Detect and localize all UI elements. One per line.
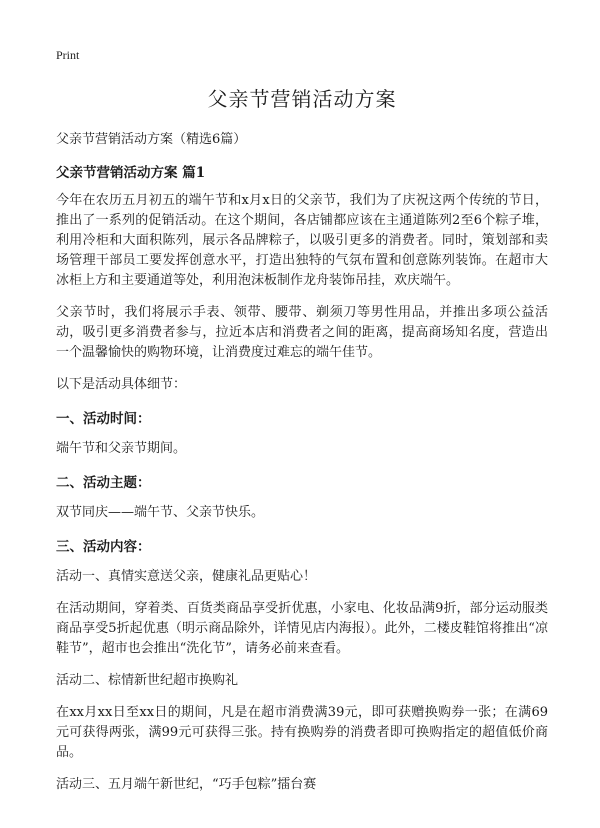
document-subtitle: 父亲节营销活动方案（精选6篇） (56, 132, 247, 147)
activity-2-body: 在xx月xx日至xx日的期间，凡是在超市消费满39元，即可获赠换购券一张；在满69元可获得两张，满99元可获得三张。持有换购券的消费者即可换购指定的超值低价商品。 (56, 705, 548, 760)
print-link[interactable]: Print (56, 48, 80, 62)
activity-2-title: 活动二、棕情新世纪超市换购礼 (56, 673, 239, 688)
details-intro: 以下是活动具体细节： (56, 377, 187, 392)
activity-1-title: 活动一、真情实意送父亲，健康礼品更贴心！ (56, 569, 317, 584)
activity-1-body: 在活动期间，穿着类、百货类商品享受折优惠，小家电、化妆品满9折，部分运动服类商品享受5折起优惠（明示商品除外，详情见店内海报）。此外，二楼皮鞋馆将推出“凉鞋节”，超市也会推出“洗化节”，请务必前来查看。 (56, 601, 548, 656)
theme-heading: 二、活动主题： (56, 475, 151, 491)
time-body: 端午节和父亲节期间。 (56, 441, 187, 456)
fathers-day-paragraph: 父亲节时，我们将展示手表、领带、腰带、剃须刀等男性用品，并推出多项公益活动，吸引更多消费者参与，拉近本店和消费者之间的距离，提高商场知名度，营造出一个温馨愉快的购物环境，让消费度过难忘的端午佳节。 (56, 305, 548, 360)
theme-body: 双节同庆——端午节、父亲节快乐。 (56, 505, 265, 520)
document-title: 父亲节营销活动方案 (207, 87, 397, 111)
activity-3-title: 活动三、五月端午新世纪，“巧手包粽”擂台赛 (56, 777, 317, 792)
section-heading: 父亲节营销活动方案 篇1 (56, 165, 206, 181)
content-heading: 三、活动内容： (56, 539, 151, 555)
intro-paragraph: 今年在农历五月初五的端午节和x月x日的父亲节，我们为了庆祝这两个传统的节日，推出了一系列的促销活动。在这个期间，各店铺都应该在主通道陈列2至6个粽子堆，利用冷柜和大面积陈列，展示各品牌粽子，以吸引更多的消费者。同时，策划部和卖场管理干部员工要发挥创意水平，打造出独特的气氛布置和创意陈列装饰。在超市大冰柜上方和主要通道等处，利用泡沫板制作龙舟装饰吊挂，欢庆端午。 (56, 193, 548, 288)
time-heading: 一、活动时间： (56, 411, 151, 427)
